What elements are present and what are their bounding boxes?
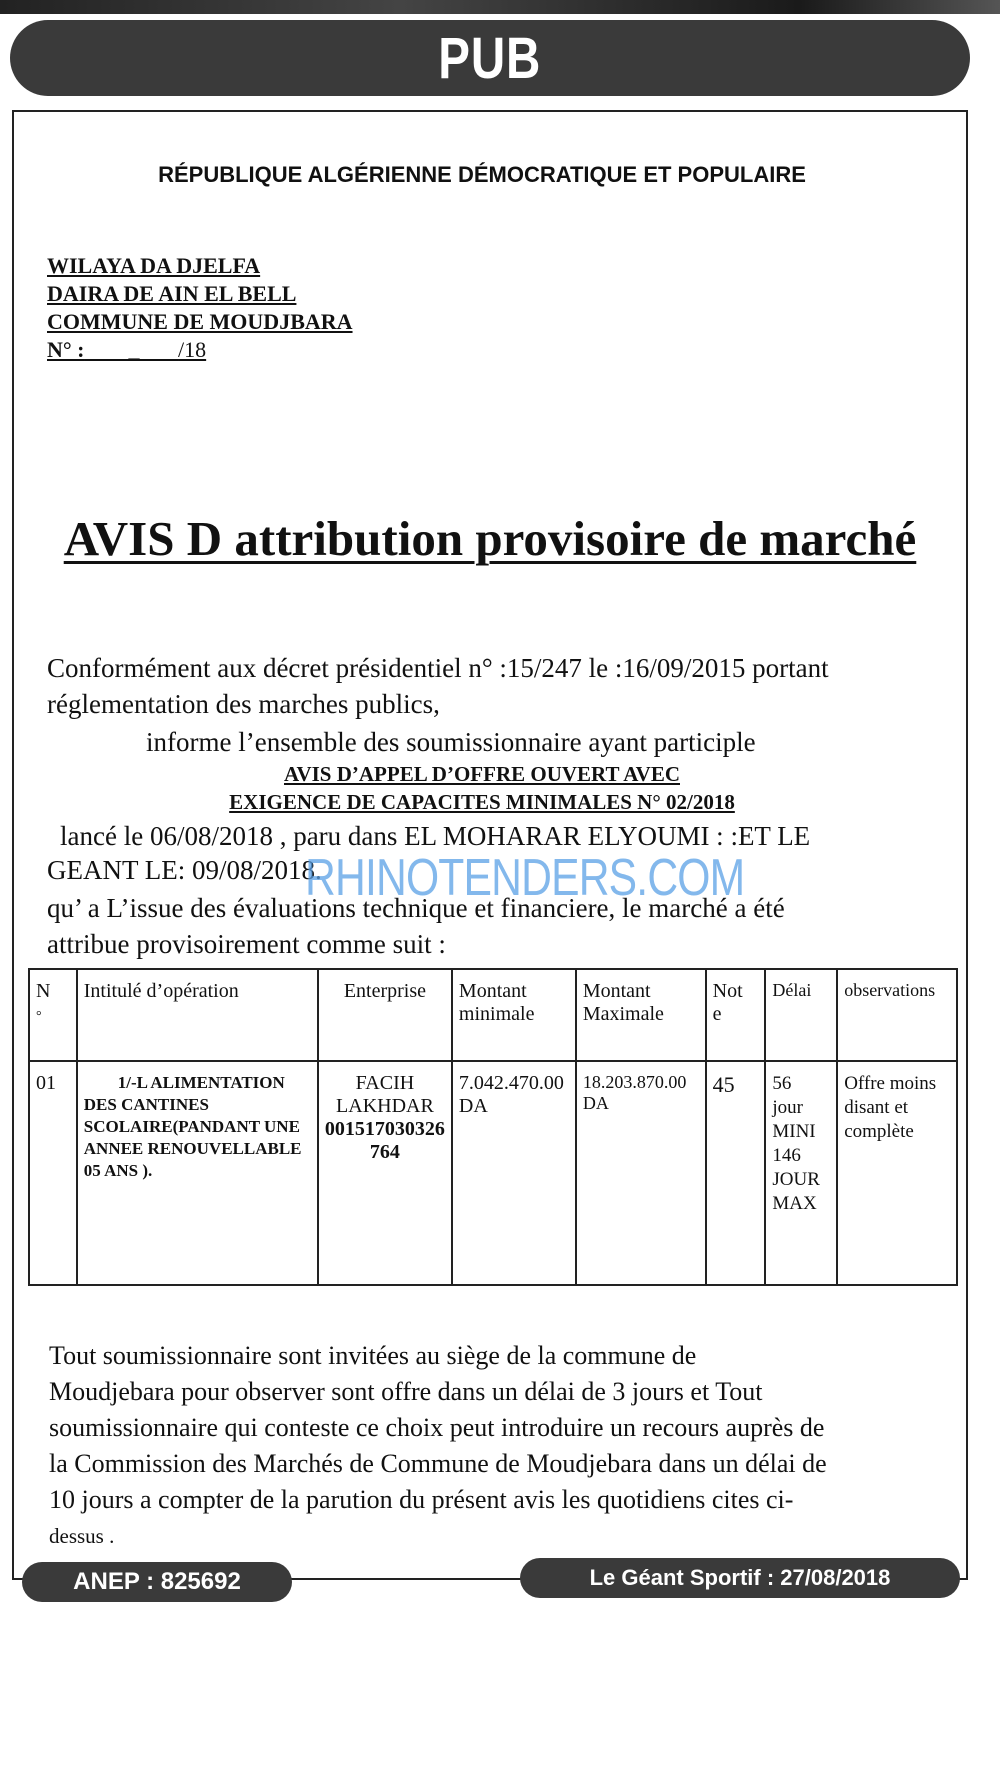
header-number: N ° <box>29 969 77 1061</box>
table-row <box>29 1061 957 1285</box>
table-header-row <box>29 969 957 1061</box>
cell-observations: Offre moins disant et complète <box>837 1061 957 1285</box>
cell-delay: 56 jour MINI 146 JOUR MAX <box>765 1061 837 1285</box>
reference-number: N° : _ /18 <box>47 337 207 362</box>
body-line-4: lancé le 06/08/2018 , paru dans EL MOHARAR ELYOUMI : :ET LE <box>60 821 811 851</box>
header-note: Not e <box>706 969 766 1061</box>
body-line-6: qu’ a L’issue des évaluations technique et financiere, le marché a été <box>47 893 785 923</box>
pub-label: PUB <box>438 25 542 91</box>
header-enterprise: Enterprise <box>318 969 452 1061</box>
body-line-1: Conformément aux décret présidentiel n° :15/247 le :16/09/2015 portant <box>47 653 829 683</box>
cell-max-amount: 18.203.870.00 DA <box>576 1061 706 1285</box>
cell-number: 01 <box>29 1061 77 1285</box>
number-suffix: /18 <box>178 337 207 362</box>
cell-note: 45 <box>706 1061 766 1285</box>
body-line-7: attribue provisoirement comme suit : <box>47 929 446 959</box>
pub-banner <box>10 20 970 96</box>
body-line-2: réglementation des marches publics, <box>47 689 440 719</box>
anep-badge: ANEP : 825692 <box>22 1562 292 1602</box>
daira-line: DAIRA DE AIN EL BELL <box>47 281 297 306</box>
administration-block <box>47 252 353 364</box>
commune-line: COMMUNE DE MOUDJBARA <box>47 309 353 334</box>
footer-paragraph: Tout soumissionnaire sont invitées au siège de la commune de Moudjebara pour observer sont offre dans un délai de 3 jours et Tout soumissionnaire qui conteste ce choix peut introduire un recours auprès de la Commission des Marchés de Commune de Moudjebara dans un délai de 10 jours a compter de la parution du présent avis les quotidiens cites ci- dessus . <box>49 1341 827 1548</box>
header-delay: Délai <box>765 969 837 1061</box>
header-operation: Intitulé d’opération <box>77 969 318 1061</box>
cell-enterprise: FACIH LAKHDAR 001517030326 764 <box>318 1061 452 1285</box>
header-observations: observations <box>837 969 957 1061</box>
cell-operation: 1/-L ALIMENTATION DES CANTINES SCOLAIRE(PANDANT UNE ANNEE RENOUVELLABLE 05 ANS ). <box>77 1061 318 1285</box>
republic-heading: RÉPUBLIQUE ALGÉRIENNE DÉMOCRATIQUE ET POPULAIRE <box>158 162 806 187</box>
number-prefix: N° : <box>47 337 85 362</box>
award-table <box>28 968 958 1286</box>
tender-reference-2: EXIGENCE DE CAPACITES MINIMALES N° 02/2018 <box>229 790 735 814</box>
header-min-amount: Montant minimale <box>452 969 576 1061</box>
wilaya-line: WILAYA DA DJELFA <box>47 253 261 278</box>
cell-min-amount: 7.042.470.00 DA <box>452 1061 576 1285</box>
body-line-3: informe l’ensemble des soumissionnaire ayant participle <box>146 727 756 757</box>
tender-reference-1: AVIS D’APPEL D’OFFRE OUVERT AVEC <box>284 762 680 786</box>
notice-title: AVIS D attribution provisoire de marché <box>63 511 917 566</box>
watermark: RHINOTENDERS.COM <box>305 849 745 907</box>
body-line-5: GEANT LE: 09/08/2018. <box>47 855 322 885</box>
publication-badge: Le Géant Sportif : 27/08/2018 <box>520 1558 960 1598</box>
header-max-amount: Montant Maximale <box>576 969 706 1061</box>
top-photo-strip <box>0 0 1000 14</box>
